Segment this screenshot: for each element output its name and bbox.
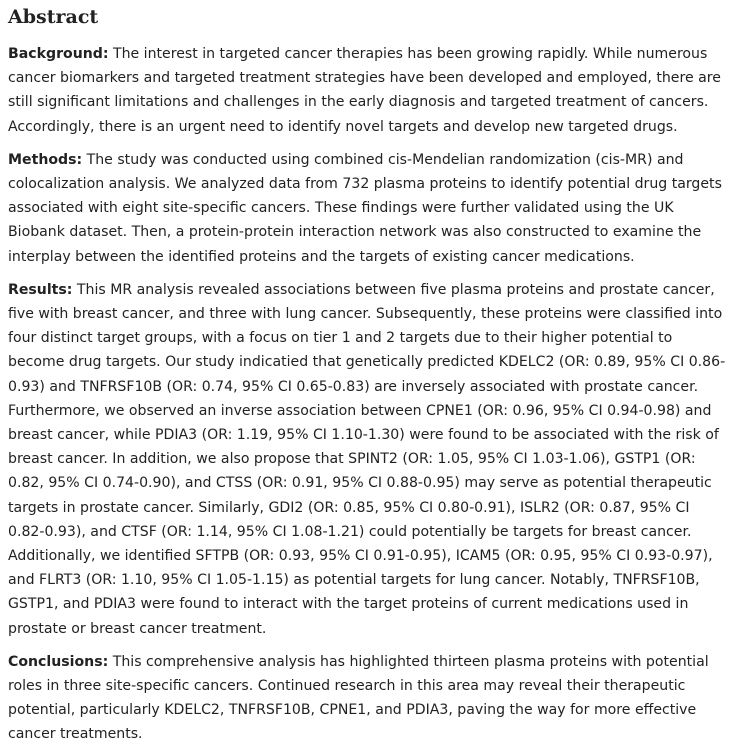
background-label: Background: [8, 46, 109, 62]
results-paragraph [8, 278, 727, 641]
background-paragraph [8, 42, 727, 139]
abstract-heading: Abstract [8, 6, 99, 28]
results-label: Results: [8, 281, 73, 298]
conclusions-text: This comprehensive analysis has highlighted thirteen plasma proteins with potential roles in three site-specific cancers. Continued research in this area may reveal their therapeutic potential, particularly KDELC2, TNFRSF10B, CPNE1, and PDIA3, paving the way for more effective cancer treatments. [8, 653, 709, 743]
conclusions-label: Conclusions: [8, 653, 109, 670]
background-text: The interest in targeted cancer therapies has been growing rapidly. While numerous cancer biomarkers and targeted treatment strategies have been developed and employed, there are still significant limitations and challenges in the early diagnosis and targeted treatment of cancers. Accordingly, there is an urgent need to identify novel targets and develop new targeted drugs. [8, 46, 721, 135]
results-text: This MR analysis revealed associations between five plasma proteins and prostate cancer, five with breast cancer, and three with lung cancer. Subsequently, these proteins were classified into four distinct target groups, with a focus on tier 1 and 2 targets due to their higher potential to become drug targets. Our study indicatied that genetically predicted KDELC2 (OR: 0.89, 95% CI 0.86-0.93) and TNFRSF10B (OR: 0.74, 95% CI 0.65-0.83) are inversely associated with prostate cancer. Furthermore, we observed an inverse association between CPNE1 (OR: 0.96, 95% CI 0.94-0.98) and breast cancer, while PDIA3 (OR: 1.19, 95% CI 1.10-1.30) were found to be associated with the risk of breast cancer. In addition, we also propose that SPINT2 (OR: 1.05, 95% CI 1.03-1.06), GSTP1 (OR: 0.82, 95% CI 0.74-0.90), and CTSS (OR: 0.91, 95% CI 0.88-0.95) may serve as potential therapeutic targets in prostate cancer. Similarly, GDI2 (OR: 0.85, 95% CI 0.80-0.91), ISLR2 (OR: 0.87, 95% CI 0.82-0.93), and CTSF (OR: 1.14, 95% CI 1.08-1.21) could potentially be targets for breast cancer. Additionally, we identified SFTPB (OR: 0.93, 95% CI 0.91-0.95), ICAM5 (OR: 0.95, 95% CI 0.93-0.97), and FLRT3 (OR: 1.10, 95% CI 1.05-1.15) as potential targets for lung cancer. Notably, TNFRSF10B, GSTP1, and PDIA3 were found to interact with the target proteins of current medications used in prostate or breast cancer treatment. [8, 281, 726, 637]
conclusions-paragraph [8, 650, 727, 747]
methods-paragraph [8, 148, 727, 269]
methods-text: The study was conducted using combined cis-Mendelian randomization (cis-MR) and colocalization analysis. We analyzed data from 732 plasma proteins to identify potential drug targets associated with eight site-specific cancers. These findings were further validated using the UK Biobank dataset. Then, a protein-protein interaction network was also constructed to examine the interplay between the identified proteins and the targets of existing cancer medications. [8, 151, 722, 265]
methods-label: Methods: [8, 151, 83, 168]
